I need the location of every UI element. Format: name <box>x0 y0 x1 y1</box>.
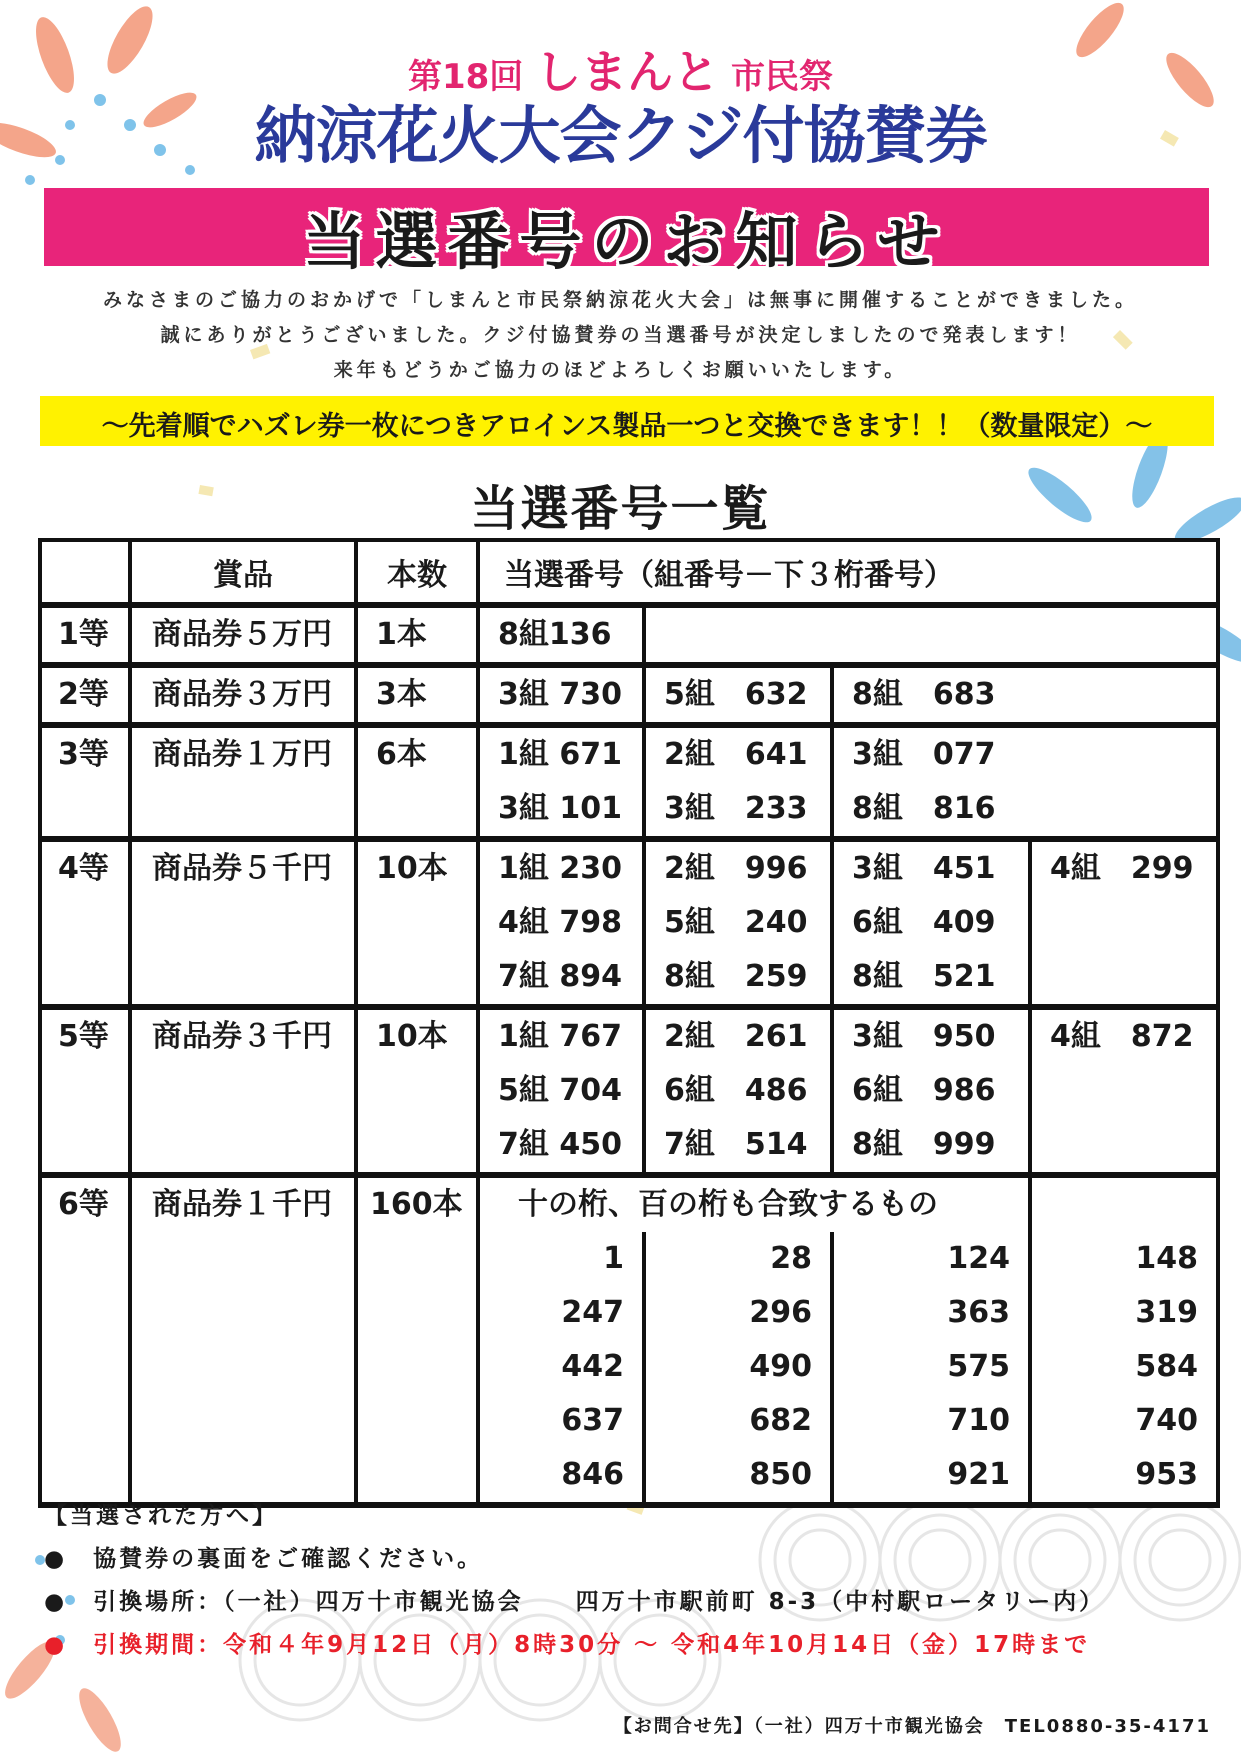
winning-number: 442 <box>478 1340 644 1394</box>
header-count: 本数 <box>356 540 478 605</box>
winning-number: 3組 950 <box>852 1019 996 1054</box>
winners-note-heading: 【当選された方へ】 <box>44 1503 278 1529</box>
number-col <box>1030 839 1218 1007</box>
winning-number: 6組 409 <box>852 905 996 940</box>
empty-cell <box>1030 1175 1218 1232</box>
winning-number: 3組 233 <box>664 791 808 826</box>
winning-number: 4組 872 <box>1050 1019 1194 1054</box>
winning-number: 7組 514 <box>664 1127 808 1162</box>
number-col <box>478 839 644 1007</box>
sixth-prize-note: 十の桁、百の桁も合致するもの <box>478 1175 1030 1232</box>
page-title: 納涼花火大会クジ付協賛券 <box>254 99 987 172</box>
winning-number: 148 <box>1030 1232 1218 1286</box>
winning-number: 2組 996 <box>664 851 808 886</box>
winning-number: 490 <box>644 1340 832 1394</box>
rank-cell: 4等 <box>40 839 130 1007</box>
number-col <box>644 725 832 839</box>
intro-line-2: 誠にありがとうございました。クジ付協賛券の当選番号が決定しましたので発表します！ <box>160 324 1081 346</box>
intro-line-1: みなさまのご協力のおかげで「しまんと市民祭納涼花火大会」は無事に開催することができました。 <box>102 289 1138 311</box>
number-col <box>478 665 644 725</box>
number-col <box>832 665 1218 725</box>
winning-number: 6組 486 <box>664 1073 808 1108</box>
number-col <box>644 839 832 1007</box>
header-numbers: 当選番号（組番号－下３桁番号） <box>478 540 1218 605</box>
winning-number: 296 <box>644 1286 832 1340</box>
prize-cell: 商品券３万円 <box>130 665 356 725</box>
winning-number: 5組 704 <box>498 1073 622 1108</box>
rank-cell: 5等 <box>40 1007 130 1175</box>
shimanto-logo: しまんと <box>535 45 720 99</box>
winning-number: 1組 767 <box>498 1019 622 1054</box>
winning-number: 5組 632 <box>664 677 808 712</box>
rank-cell: 2等 <box>40 665 130 725</box>
rank-cell: 6等 <box>40 1175 130 1505</box>
winning-number: 1 <box>478 1232 644 1286</box>
winners-note-item-1 <box>44 1538 1105 1581</box>
count-cell: 160本 <box>356 1175 478 1505</box>
table-row-2 <box>40 665 1218 725</box>
rank-cell: 3等 <box>40 725 130 839</box>
number-col <box>832 1007 1030 1175</box>
winning-number: 846 <box>478 1448 644 1505</box>
note-text: 引換期間：令和４年9月12日（月）8時30分 ～ 令和4年10月14日（金）17時まで <box>93 1632 1091 1658</box>
count-cell: 3本 <box>356 665 478 725</box>
exchange-notice-text: ～先着順でハズレ券一枚につきアロインス製品一つと交換できます！！（数量限定）～ <box>101 411 1153 442</box>
winning-number: 850 <box>644 1448 832 1505</box>
winning-number: 4組 299 <box>1050 851 1194 886</box>
count-cell: 10本 <box>356 839 478 1007</box>
announcement-banner <box>44 188 1209 278</box>
winning-number: 584 <box>1030 1340 1218 1394</box>
exchange-notice <box>40 396 1214 446</box>
banner-text: 当選番号のお知らせ <box>303 205 950 278</box>
event-number: 第18回 <box>407 57 524 97</box>
winning-number: 953 <box>1030 1448 1218 1505</box>
note-text: 引換場所：（一社）四万十市観光協会 四万十市駅前町 8-3（中村駅ロータリー内） <box>93 1589 1106 1615</box>
winners-note-item-2 <box>44 1581 1105 1624</box>
winning-number: 8組136 <box>498 617 612 652</box>
winning-number: 4組 798 <box>498 905 622 940</box>
bullet-icon: ● <box>44 1632 68 1658</box>
bullet-icon: ● <box>44 1589 68 1615</box>
winning-number: 3組 730 <box>498 677 622 712</box>
prize-cell: 商品券１万円 <box>130 725 356 839</box>
winning-numbers-table <box>38 538 1220 1508</box>
table-row-3 <box>40 725 1218 839</box>
winning-number: 921 <box>832 1448 1030 1505</box>
bullet-icon: ● <box>44 1546 68 1572</box>
number-col <box>478 605 644 665</box>
number-col <box>832 839 1030 1007</box>
count-cell: 1本 <box>356 605 478 665</box>
table-row-4 <box>40 839 1218 1007</box>
table-row-5 <box>40 1007 1218 1175</box>
prize-cell: 商品券１千円 <box>130 1175 356 1505</box>
winning-number: 1組 671 <box>498 737 622 772</box>
number-col <box>644 1007 832 1175</box>
winning-number: 6組 986 <box>852 1073 996 1108</box>
winning-number: 7組 450 <box>498 1127 622 1162</box>
number-col <box>832 725 1218 839</box>
winning-number: 5組 240 <box>664 905 808 940</box>
winning-number: 3組 451 <box>852 851 996 886</box>
winning-number: 3組 101 <box>498 791 622 826</box>
header-prize: 賞品 <box>130 540 356 605</box>
table-row-1 <box>40 605 1218 665</box>
winning-number: 319 <box>1030 1286 1218 1340</box>
winning-number: 3組 077 <box>852 737 996 772</box>
note-text: 協賛券の裏面をご確認ください。 <box>93 1546 484 1572</box>
number-col <box>478 725 644 839</box>
winning-numbers-heading: 当選番号一覧 <box>470 481 771 537</box>
rank-cell: 1等 <box>40 605 130 665</box>
winning-number: 7組 894 <box>498 959 622 994</box>
prize-cell: 商品券５千円 <box>130 839 356 1007</box>
count-cell: 6本 <box>356 725 478 839</box>
winning-number: 28 <box>644 1232 832 1286</box>
prize-cell: 商品券３千円 <box>130 1007 356 1175</box>
contact-info: 【お問合せ先】（一社）四万十市観光協会 TEL0880-35-4171 <box>613 1716 1211 1737</box>
winning-number: 637 <box>478 1394 644 1448</box>
winning-number: 363 <box>832 1286 1030 1340</box>
winners-note <box>44 1495 1105 1667</box>
winning-number: 1組 230 <box>498 851 622 886</box>
empty-cell <box>644 605 1218 665</box>
number-col <box>644 665 832 725</box>
intro-line-3: 来年もどうかご協力のほどよろしくお願いいたします。 <box>333 359 908 381</box>
winning-number: 575 <box>832 1340 1030 1394</box>
winning-number: 124 <box>832 1232 1030 1286</box>
count-cell: 10本 <box>356 1007 478 1175</box>
winning-number: 8組 816 <box>852 791 996 826</box>
number-col <box>478 1007 644 1175</box>
winners-note-item-3 <box>44 1624 1105 1667</box>
table-header-row <box>40 540 1218 605</box>
winning-number: 2組 641 <box>664 737 808 772</box>
table-row-6 <box>40 1175 1218 1232</box>
winning-number: 8組 683 <box>852 677 996 712</box>
header-rank <box>40 540 130 605</box>
number-col <box>1030 1007 1218 1175</box>
prize-cell: 商品券５万円 <box>130 605 356 665</box>
winning-number: 8組 521 <box>852 959 996 994</box>
winning-number: 8組 259 <box>664 959 808 994</box>
winning-number: 8組 999 <box>852 1127 996 1162</box>
winning-number: 682 <box>644 1394 832 1448</box>
event-name: 市民祭 <box>731 57 833 97</box>
winning-number: 2組 261 <box>664 1019 808 1054</box>
winning-number: 247 <box>478 1286 644 1340</box>
winning-number: 740 <box>1030 1394 1218 1448</box>
table-body <box>40 605 1218 1175</box>
winning-number: 710 <box>832 1394 1030 1448</box>
